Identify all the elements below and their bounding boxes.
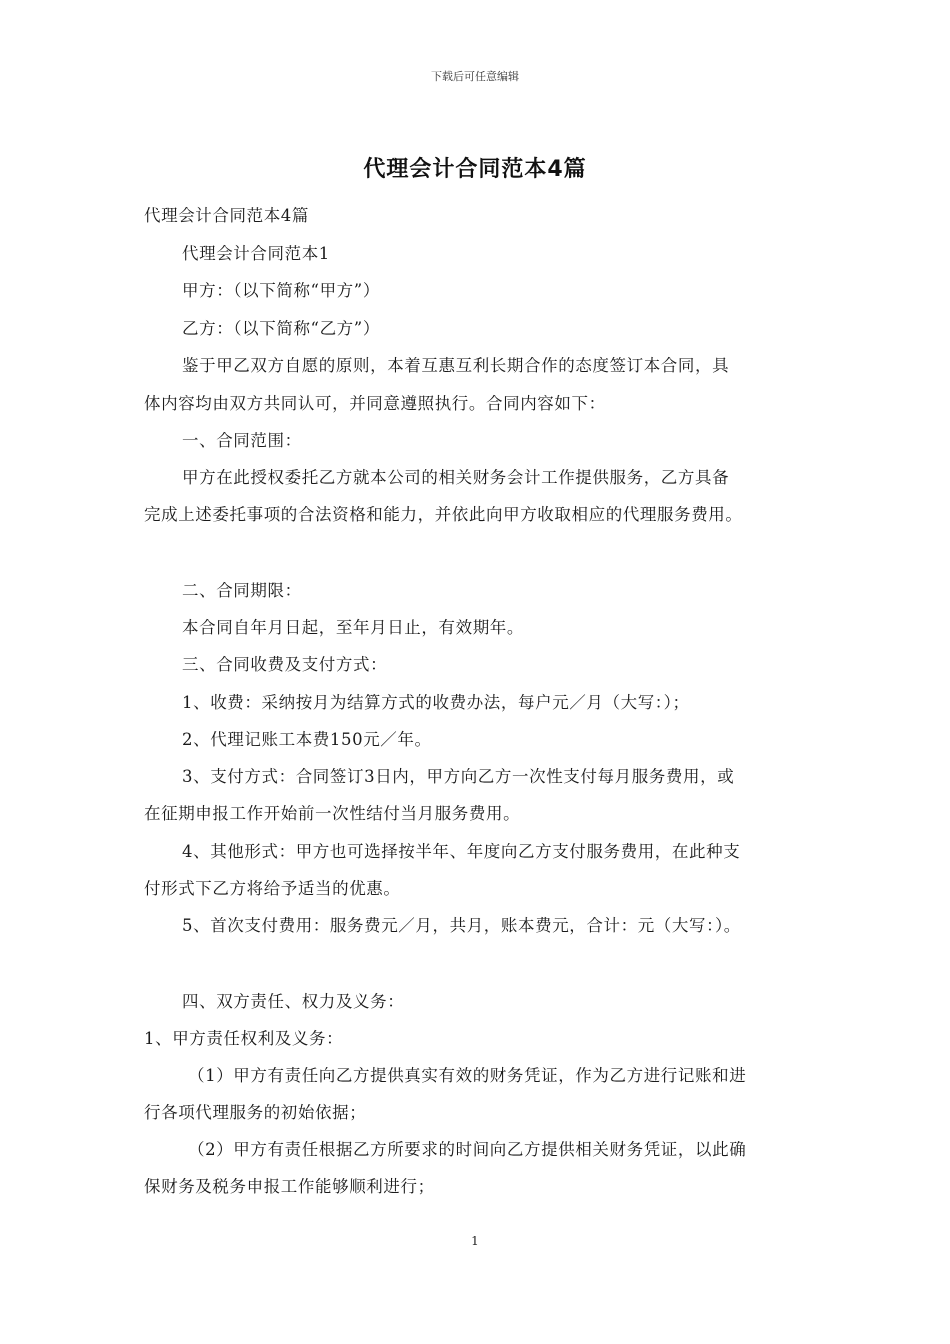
paragraph-line: 甲方在此授权委托乙方就本公司的相关财务会计工作提供服务，乙方具备	[182, 468, 730, 487]
paragraph-line: 三、合同收费及支付方式：	[182, 655, 388, 674]
paragraph-line: 3、支付方式：合同签订3日内，甲方向乙方一次性支付每月服务费用，或	[182, 767, 735, 786]
paragraph-line: 代理会计合同范本1	[182, 244, 330, 263]
document-title: 代理会计合同范本4篇	[363, 157, 587, 182]
paragraph-line: 乙方：（以下简称“乙方”）	[182, 319, 380, 338]
paragraph-line: 5、首次支付费用：服务费元／月，共月，账本费元，合计：元（大写：）。	[182, 916, 741, 935]
paragraph-line: 鉴于甲乙双方自愿的原则，本着互惠互利长期合作的态度签订本合同，具	[182, 356, 730, 375]
paragraph-line: 4、其他形式：甲方也可选择按半年、年度向乙方支付服务费用，在此种支	[182, 842, 741, 861]
paragraph-line: 付形式下乙方将给予适当的优惠。	[144, 879, 401, 898]
paragraph-line: 完成上述委托事项的合法资格和能力，并依此向甲方收取相应的代理服务费用。	[144, 505, 743, 524]
paragraph-line: 本合同自年月日起，至年月日止，有效期年。	[182, 618, 524, 637]
paragraph-line: 甲方：（以下简称“甲方”）	[182, 281, 380, 300]
paragraph-line: （1）甲方有责任向乙方提供真实有效的财务凭证，作为乙方进行记账和进	[188, 1066, 747, 1085]
paragraph-line: 在征期申报工作开始前一次性结付当月服务费用。	[144, 804, 521, 823]
paragraph-line: 代理会计合同范本4篇	[144, 206, 309, 225]
header-note: 下载后可任意编辑	[431, 70, 519, 83]
page-number: 1	[471, 1234, 479, 1248]
paragraph-line: 2、代理记账工本费150元／年。	[182, 730, 432, 749]
paragraph-line: 四、双方责任、权力及义务：	[182, 992, 405, 1011]
paragraph-line: 保财务及税务申报工作能够顺利进行；	[144, 1177, 435, 1196]
paragraph-line: 1、收费：采纳按月为结算方式的收费办法，每户元／月（大写：）；	[182, 693, 690, 712]
paragraph-line: 行各项代理服务的初始依据；	[144, 1103, 367, 1122]
paragraph-line: 二、合同期限：	[182, 581, 302, 600]
paragraph-line: 体内容均由双方共同认可，并同意遵照执行。合同内容如下：	[144, 394, 606, 413]
paragraph-line: 一、合同范围：	[182, 431, 302, 450]
paragraph-line: （2）甲方有责任根据乙方所要求的时间向乙方提供相关财务凭证，以此确	[188, 1140, 747, 1159]
paragraph-line: 1、甲方责任权利及义务：	[144, 1029, 344, 1048]
